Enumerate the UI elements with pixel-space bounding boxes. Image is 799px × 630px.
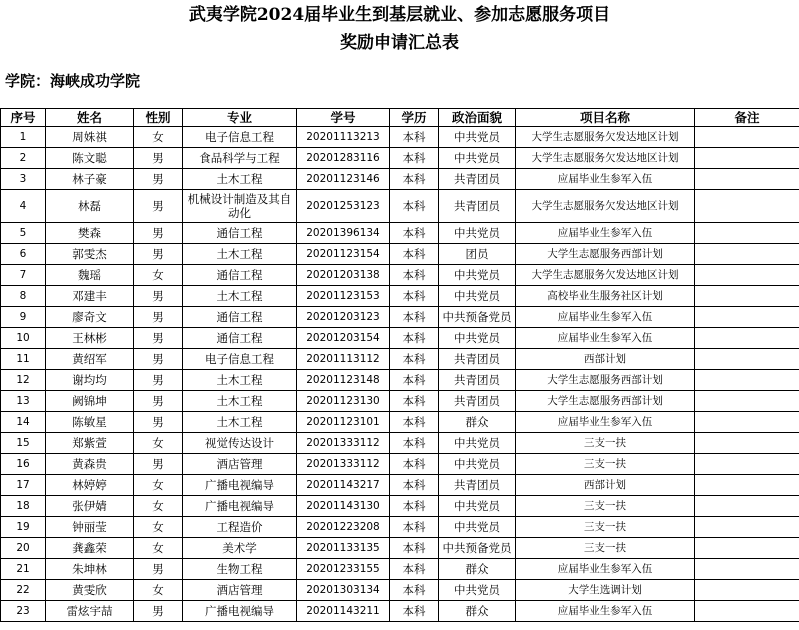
table-row bbox=[1, 601, 799, 622]
cell-name: 陈文聪 bbox=[46, 148, 134, 169]
cell-student-id: 20201143211 bbox=[297, 601, 390, 622]
cell-project-name: 三支一扶 bbox=[516, 517, 695, 538]
cell-project-name: 三支一扶 bbox=[516, 538, 695, 559]
cell-major: 通信工程 bbox=[183, 223, 297, 244]
cell-index: 7 bbox=[1, 265, 46, 286]
cell-education: 本科 bbox=[390, 517, 439, 538]
cell-major: 土木工程 bbox=[183, 391, 297, 412]
cell-student-id: 20201283116 bbox=[297, 148, 390, 169]
cell-political-status: 中共党员 bbox=[439, 580, 516, 601]
cell-index: 12 bbox=[1, 370, 46, 391]
cell-gender: 男 bbox=[134, 286, 183, 307]
cell-major: 土木工程 bbox=[183, 412, 297, 433]
cell-remarks bbox=[695, 559, 799, 580]
cell-education: 本科 bbox=[390, 370, 439, 391]
cell-political-status: 中共党员 bbox=[439, 328, 516, 349]
table-row bbox=[1, 433, 799, 454]
cell-gender: 男 bbox=[134, 349, 183, 370]
cell-political-status: 中共党员 bbox=[439, 496, 516, 517]
cell-major: 土木工程 bbox=[183, 244, 297, 265]
table-row bbox=[1, 127, 799, 148]
cell-major: 土木工程 bbox=[183, 370, 297, 391]
cell-major: 机械设计制造及其自动化 bbox=[183, 190, 297, 223]
header-gender: 性别 bbox=[134, 109, 183, 127]
cell-student-id: 20201143130 bbox=[297, 496, 390, 517]
cell-name: 廖奇文 bbox=[46, 307, 134, 328]
header-index: 序号 bbox=[1, 109, 46, 127]
table-row bbox=[1, 391, 799, 412]
cell-index: 19 bbox=[1, 517, 46, 538]
cell-name: 龚鑫荣 bbox=[46, 538, 134, 559]
cell-remarks bbox=[695, 265, 799, 286]
cell-gender: 男 bbox=[134, 307, 183, 328]
cell-name: 郑紫萱 bbox=[46, 433, 134, 454]
cell-project-name: 应届毕业生参军入伍 bbox=[516, 223, 695, 244]
cell-major: 酒店管理 bbox=[183, 454, 297, 475]
cell-name: 雷炫宇喆 bbox=[46, 601, 134, 622]
cell-remarks bbox=[695, 517, 799, 538]
college-label: 学院：海峡成功学院 bbox=[5, 72, 141, 90]
cell-gender: 女 bbox=[134, 127, 183, 148]
cell-gender: 男 bbox=[134, 454, 183, 475]
cell-education: 本科 bbox=[390, 454, 439, 475]
cell-political-status: 中共预备党员 bbox=[439, 307, 516, 328]
cell-education: 本科 bbox=[390, 496, 439, 517]
cell-name: 王林彬 bbox=[46, 328, 134, 349]
cell-gender: 男 bbox=[134, 412, 183, 433]
cell-project-name: 应届毕业生参军入伍 bbox=[516, 307, 695, 328]
cell-name: 邓建丰 bbox=[46, 286, 134, 307]
cell-student-id: 20201223208 bbox=[297, 517, 390, 538]
cell-student-id: 20201203154 bbox=[297, 328, 390, 349]
table-row bbox=[1, 244, 799, 265]
cell-index: 1 bbox=[1, 127, 46, 148]
cell-index: 8 bbox=[1, 286, 46, 307]
cell-project-name: 应届毕业生参军入伍 bbox=[516, 169, 695, 190]
cell-remarks bbox=[695, 412, 799, 433]
cell-index: 5 bbox=[1, 223, 46, 244]
cell-remarks bbox=[695, 223, 799, 244]
cell-student-id: 20201123153 bbox=[297, 286, 390, 307]
cell-project-name: 三支一扶 bbox=[516, 496, 695, 517]
header-education: 学历 bbox=[390, 109, 439, 127]
cell-major: 电子信息工程 bbox=[183, 349, 297, 370]
cell-education: 本科 bbox=[390, 433, 439, 454]
table-row bbox=[1, 223, 799, 244]
cell-project-name: 大学生志愿服务西部计划 bbox=[516, 391, 695, 412]
header-student-id: 学号 bbox=[297, 109, 390, 127]
cell-political-status: 中共党员 bbox=[439, 286, 516, 307]
cell-name: 陈敏星 bbox=[46, 412, 134, 433]
cell-index: 17 bbox=[1, 475, 46, 496]
cell-student-id: 20201123101 bbox=[297, 412, 390, 433]
cell-index: 15 bbox=[1, 433, 46, 454]
cell-name: 林磊 bbox=[46, 190, 134, 223]
table-row bbox=[1, 328, 799, 349]
cell-remarks bbox=[695, 370, 799, 391]
cell-political-status: 共青团员 bbox=[439, 475, 516, 496]
cell-education: 本科 bbox=[390, 349, 439, 370]
cell-education: 本科 bbox=[390, 223, 439, 244]
cell-remarks bbox=[695, 190, 799, 223]
table-row bbox=[1, 517, 799, 538]
table-row bbox=[1, 580, 799, 601]
cell-political-status: 共青团员 bbox=[439, 169, 516, 190]
cell-gender: 女 bbox=[134, 538, 183, 559]
cell-index: 11 bbox=[1, 349, 46, 370]
cell-student-id: 20201203138 bbox=[297, 265, 390, 286]
cell-political-status: 中共预备党员 bbox=[439, 538, 516, 559]
cell-index: 23 bbox=[1, 601, 46, 622]
cell-gender: 女 bbox=[134, 433, 183, 454]
cell-political-status: 中共党员 bbox=[439, 517, 516, 538]
cell-gender: 男 bbox=[134, 148, 183, 169]
cell-political-status: 共青团员 bbox=[439, 349, 516, 370]
cell-remarks bbox=[695, 454, 799, 475]
cell-major: 广播电视编导 bbox=[183, 496, 297, 517]
cell-project-name: 大学生志愿服务欠发达地区计划 bbox=[516, 190, 695, 223]
table-header-row bbox=[1, 109, 799, 127]
cell-major: 通信工程 bbox=[183, 328, 297, 349]
cell-education: 本科 bbox=[390, 475, 439, 496]
table-row bbox=[1, 307, 799, 328]
cell-education: 本科 bbox=[390, 244, 439, 265]
cell-gender: 女 bbox=[134, 580, 183, 601]
table-row bbox=[1, 286, 799, 307]
cell-index: 18 bbox=[1, 496, 46, 517]
cell-name: 钟丽莹 bbox=[46, 517, 134, 538]
table-row bbox=[1, 370, 799, 391]
cell-student-id: 20201123148 bbox=[297, 370, 390, 391]
cell-student-id: 20201123130 bbox=[297, 391, 390, 412]
cell-remarks bbox=[695, 244, 799, 265]
table-row bbox=[1, 475, 799, 496]
cell-education: 本科 bbox=[390, 391, 439, 412]
cell-political-status: 中共党员 bbox=[439, 148, 516, 169]
document-title: 武夷学院2024届毕业生到基层就业、参加志愿服务项目 bbox=[188, 5, 611, 25]
cell-political-status: 群众 bbox=[439, 601, 516, 622]
cell-project-name: 大学生志愿服务欠发达地区计划 bbox=[516, 265, 695, 286]
cell-education: 本科 bbox=[390, 265, 439, 286]
cell-remarks bbox=[695, 286, 799, 307]
cell-gender: 男 bbox=[134, 370, 183, 391]
cell-student-id: 20201113213 bbox=[297, 127, 390, 148]
cell-education: 本科 bbox=[390, 169, 439, 190]
cell-gender: 男 bbox=[134, 190, 183, 223]
cell-gender: 男 bbox=[134, 601, 183, 622]
cell-index: 16 bbox=[1, 454, 46, 475]
cell-remarks bbox=[695, 127, 799, 148]
header-major: 专业 bbox=[183, 109, 297, 127]
cell-name: 林婷婷 bbox=[46, 475, 134, 496]
cell-index: 4 bbox=[1, 190, 46, 223]
cell-name: 张伊婧 bbox=[46, 496, 134, 517]
header-project-name: 项目名称 bbox=[516, 109, 695, 127]
cell-political-status: 中共党员 bbox=[439, 433, 516, 454]
cell-project-name: 应届毕业生参军入伍 bbox=[516, 412, 695, 433]
cell-gender: 女 bbox=[134, 496, 183, 517]
cell-name: 黄森贵 bbox=[46, 454, 134, 475]
cell-student-id: 20201203123 bbox=[297, 307, 390, 328]
cell-education: 本科 bbox=[390, 601, 439, 622]
cell-gender: 女 bbox=[134, 475, 183, 496]
table-row bbox=[1, 148, 799, 169]
cell-project-name: 西部计划 bbox=[516, 349, 695, 370]
cell-student-id: 20201123146 bbox=[297, 169, 390, 190]
cell-remarks bbox=[695, 169, 799, 190]
cell-index: 6 bbox=[1, 244, 46, 265]
cell-education: 本科 bbox=[390, 190, 439, 223]
cell-major: 美术学 bbox=[183, 538, 297, 559]
cell-project-name: 三支一扶 bbox=[516, 454, 695, 475]
cell-index: 3 bbox=[1, 169, 46, 190]
cell-name: 樊森 bbox=[46, 223, 134, 244]
cell-index: 14 bbox=[1, 412, 46, 433]
cell-remarks bbox=[695, 475, 799, 496]
cell-education: 本科 bbox=[390, 580, 439, 601]
cell-education: 本科 bbox=[390, 307, 439, 328]
summary-table bbox=[0, 108, 799, 622]
cell-political-status: 群众 bbox=[439, 559, 516, 580]
cell-gender: 男 bbox=[134, 169, 183, 190]
cell-name: 黄绍军 bbox=[46, 349, 134, 370]
cell-student-id: 20201113112 bbox=[297, 349, 390, 370]
cell-project-name: 大学生志愿服务欠发达地区计划 bbox=[516, 127, 695, 148]
cell-political-status: 群众 bbox=[439, 412, 516, 433]
cell-project-name: 大学生志愿服务西部计划 bbox=[516, 244, 695, 265]
cell-major: 食品科学与工程 bbox=[183, 148, 297, 169]
cell-name: 朱坤林 bbox=[46, 559, 134, 580]
cell-major: 土木工程 bbox=[183, 169, 297, 190]
cell-project-name: 应届毕业生参军入伍 bbox=[516, 559, 695, 580]
cell-major: 通信工程 bbox=[183, 265, 297, 286]
cell-gender: 男 bbox=[134, 244, 183, 265]
table-row bbox=[1, 496, 799, 517]
cell-education: 本科 bbox=[390, 412, 439, 433]
cell-education: 本科 bbox=[390, 538, 439, 559]
cell-remarks bbox=[695, 148, 799, 169]
cell-major: 通信工程 bbox=[183, 307, 297, 328]
cell-project-name: 应届毕业生参军入伍 bbox=[516, 601, 695, 622]
cell-remarks bbox=[695, 433, 799, 454]
cell-name: 郭雯杰 bbox=[46, 244, 134, 265]
cell-project-name: 三支一扶 bbox=[516, 433, 695, 454]
cell-remarks bbox=[695, 580, 799, 601]
cell-gender: 女 bbox=[134, 517, 183, 538]
cell-student-id: 20201143217 bbox=[297, 475, 390, 496]
cell-project-name: 大学生选调计划 bbox=[516, 580, 695, 601]
cell-student-id: 20201333112 bbox=[297, 433, 390, 454]
cell-index: 9 bbox=[1, 307, 46, 328]
table-row bbox=[1, 169, 799, 190]
cell-index: 13 bbox=[1, 391, 46, 412]
cell-remarks bbox=[695, 391, 799, 412]
cell-name: 谢均均 bbox=[46, 370, 134, 391]
cell-name: 林子豪 bbox=[46, 169, 134, 190]
cell-education: 本科 bbox=[390, 286, 439, 307]
table-row bbox=[1, 265, 799, 286]
cell-name: 周姝祺 bbox=[46, 127, 134, 148]
cell-name: 阙锦坤 bbox=[46, 391, 134, 412]
cell-remarks bbox=[695, 328, 799, 349]
cell-index: 2 bbox=[1, 148, 46, 169]
cell-remarks bbox=[695, 538, 799, 559]
cell-gender: 男 bbox=[134, 559, 183, 580]
cell-name: 黄雯欣 bbox=[46, 580, 134, 601]
cell-index: 20 bbox=[1, 538, 46, 559]
cell-political-status: 中共党员 bbox=[439, 223, 516, 244]
cell-political-status: 共青团员 bbox=[439, 190, 516, 223]
cell-remarks bbox=[695, 496, 799, 517]
table-row bbox=[1, 559, 799, 580]
cell-education: 本科 bbox=[390, 328, 439, 349]
cell-index: 10 bbox=[1, 328, 46, 349]
cell-political-status: 共青团员 bbox=[439, 370, 516, 391]
cell-political-status: 中共党员 bbox=[439, 127, 516, 148]
cell-major: 视觉传达设计 bbox=[183, 433, 297, 454]
table-row bbox=[1, 454, 799, 475]
cell-major: 工程造价 bbox=[183, 517, 297, 538]
cell-major: 生物工程 bbox=[183, 559, 297, 580]
table-row bbox=[1, 412, 799, 433]
cell-political-status: 中共党员 bbox=[439, 265, 516, 286]
cell-project-name: 应届毕业生参军入伍 bbox=[516, 328, 695, 349]
table-row bbox=[1, 538, 799, 559]
cell-index: 22 bbox=[1, 580, 46, 601]
cell-major: 酒店管理 bbox=[183, 580, 297, 601]
header-remarks: 备注 bbox=[695, 109, 799, 127]
cell-index: 21 bbox=[1, 559, 46, 580]
cell-student-id: 20201233155 bbox=[297, 559, 390, 580]
table-row bbox=[1, 190, 799, 223]
cell-major: 广播电视编导 bbox=[183, 601, 297, 622]
cell-project-name: 高校毕业生服务社区计划 bbox=[516, 286, 695, 307]
header-political-status: 政治面貌 bbox=[439, 109, 516, 127]
cell-major: 广播电视编导 bbox=[183, 475, 297, 496]
cell-student-id: 20201253123 bbox=[297, 190, 390, 223]
cell-political-status: 中共党员 bbox=[439, 454, 516, 475]
document-subtitle: 奖励申请汇总表 bbox=[340, 33, 459, 53]
cell-education: 本科 bbox=[390, 148, 439, 169]
cell-gender: 男 bbox=[134, 223, 183, 244]
cell-major: 电子信息工程 bbox=[183, 127, 297, 148]
cell-political-status: 团员 bbox=[439, 244, 516, 265]
cell-student-id: 20201333112 bbox=[297, 454, 390, 475]
header-name: 姓名 bbox=[46, 109, 134, 127]
cell-gender: 男 bbox=[134, 391, 183, 412]
cell-student-id: 20201303134 bbox=[297, 580, 390, 601]
cell-student-id: 20201133135 bbox=[297, 538, 390, 559]
cell-project-name: 大学生志愿服务西部计划 bbox=[516, 370, 695, 391]
cell-remarks bbox=[695, 601, 799, 622]
cell-project-name: 大学生志愿服务欠发达地区计划 bbox=[516, 148, 695, 169]
cell-gender: 男 bbox=[134, 328, 183, 349]
cell-political-status: 共青团员 bbox=[439, 391, 516, 412]
table-row bbox=[1, 349, 799, 370]
cell-remarks bbox=[695, 307, 799, 328]
cell-project-name: 西部计划 bbox=[516, 475, 695, 496]
cell-name: 魏瑶 bbox=[46, 265, 134, 286]
cell-student-id: 20201396134 bbox=[297, 223, 390, 244]
cell-student-id: 20201123154 bbox=[297, 244, 390, 265]
cell-education: 本科 bbox=[390, 127, 439, 148]
cell-remarks bbox=[695, 349, 799, 370]
cell-education: 本科 bbox=[390, 559, 439, 580]
cell-major: 土木工程 bbox=[183, 286, 297, 307]
cell-gender: 女 bbox=[134, 265, 183, 286]
